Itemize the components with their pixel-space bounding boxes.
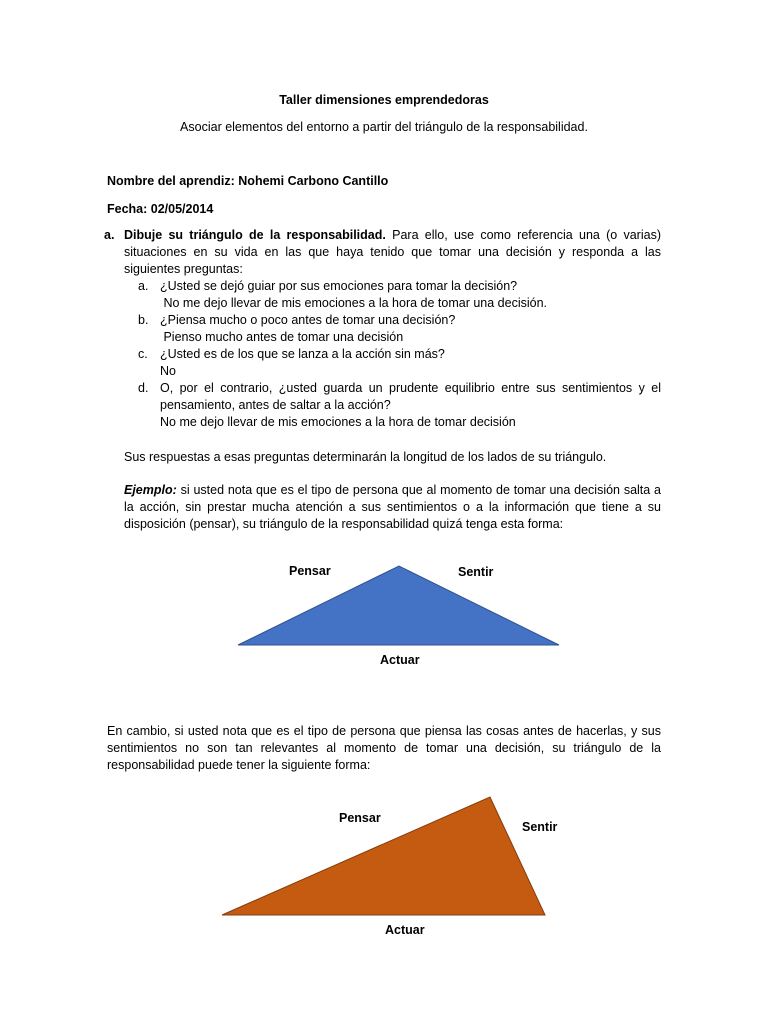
triangle-2-label-actuar: Actuar (385, 923, 425, 937)
answer-text: No me dejo llevar de mis emociones a la hora de tomar una decisión. (160, 296, 548, 310)
question-marker: d. (138, 381, 149, 395)
contrast-paragraph: En cambio, si usted nota que es el tipo de persona que piensa las cosas antes de hacerlas, y sus sentimientos no son tan relevantes al momento de tomar una decisión, su triángulo de la responsabilidad puede tener la siguiente forma: (107, 724, 661, 772)
question-marker: b. (138, 313, 149, 327)
triangle-2-shape (222, 797, 545, 915)
answers-note: Sus respuestas a esas preguntas determinarán la longitud de los lados de su triángulo. (124, 450, 607, 464)
triangle-1-label-pensar: Pensar (289, 564, 331, 578)
triangle-1-label-actuar: Actuar (380, 653, 420, 667)
date-line: Fecha: 02/05/2014 (107, 202, 214, 216)
answer-text: Pienso mucho antes de tomar una decisión (160, 330, 404, 344)
item-a-marker: a. (104, 228, 115, 242)
document-title: Taller dimensiones emprendedoras (279, 93, 489, 107)
question-marker: c. (138, 347, 148, 361)
question-text: ¿Usted es de los que se lanza a la acción sin más? (160, 347, 445, 361)
example-text: si usted nota que es el tipo de persona que al momento de tomar una decisión salta a la acción, sin prestar mucha atención a sus sentimientos o a la información que tiene a su disposición (pensar), su triángulo de la responsabilidad quizá tenga esta forma: (124, 483, 661, 531)
answer-text: No me dejo llevar de mis emociones a la hora de tomar decisión (160, 415, 516, 429)
example-label: Ejemplo: (124, 483, 177, 497)
question-text: O, por el contrario, ¿usted guarda un prudente equilibrio entre sus sentimientos y el pensamiento, antes de saltar a la acción? (160, 381, 661, 412)
triangle-1-shape (238, 566, 559, 645)
question-text: ¿Usted se dejó guiar por sus emociones para tomar la decisión? (160, 279, 518, 293)
item-a-lead-bold: Dibuje su triángulo de la responsabilidad. (124, 228, 386, 242)
question-marker: a. (138, 279, 149, 293)
triangle-2-label-sentir: Sentir (522, 820, 558, 834)
triangle-1-label-sentir: Sentir (458, 565, 494, 579)
triangle-2-label-pensar: Pensar (339, 811, 381, 825)
answer-text: No (160, 364, 176, 378)
document-subtitle: Asociar elementos del entorno a partir del triángulo de la responsabilidad. (180, 120, 588, 134)
item-a-lead-text: Para ello, use como referencia una (o varias) situaciones en su vida en las que haya tenido que tomar una decisión y responda a las siguientes preguntas: (124, 228, 661, 276)
name-label: Nombre del aprendiz: (107, 174, 235, 188)
name-value: Nohemi Carbono Cantillo (238, 174, 389, 188)
question-text: ¿Piensa mucho o poco antes de tomar una decisión? (160, 313, 456, 327)
